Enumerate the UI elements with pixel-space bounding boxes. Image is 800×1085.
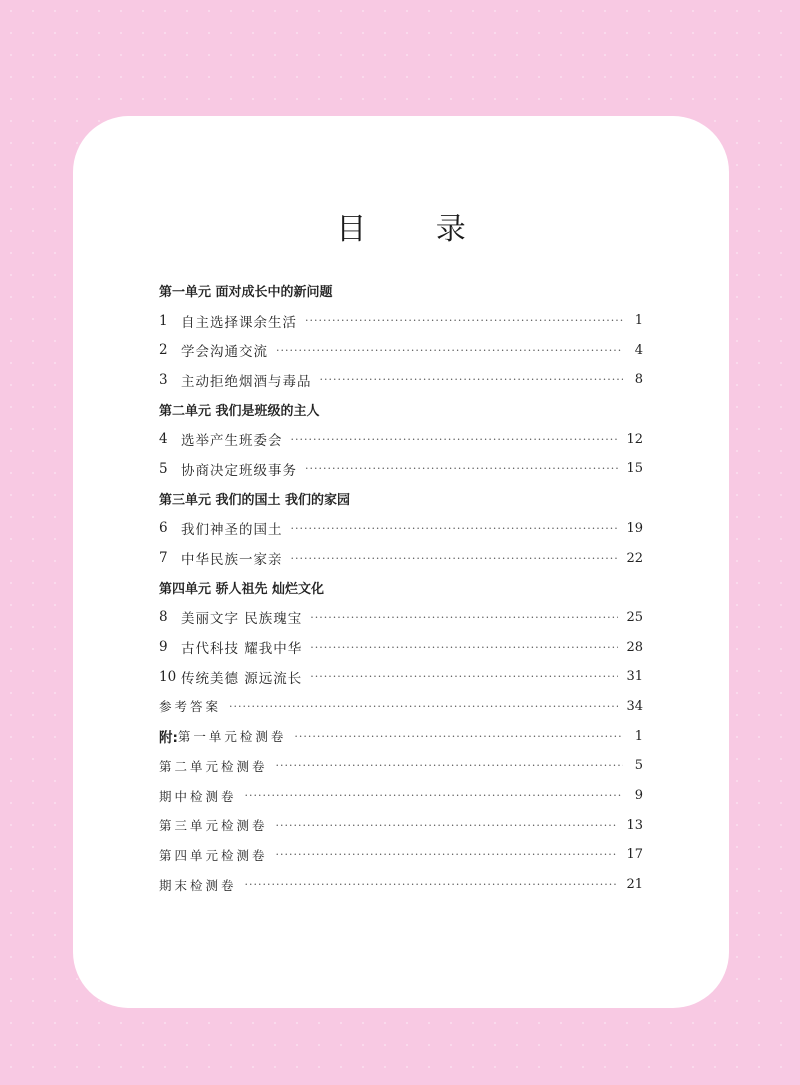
toc-entry <box>159 514 643 544</box>
entry-label: 美丽文字 民族瑰宝 <box>181 611 303 628</box>
entry-number: 6 <box>159 520 168 537</box>
entry-label: 第三单元检测卷 <box>159 818 268 834</box>
leader-dots <box>229 700 618 713</box>
entry-label: 学会沟通交流 <box>181 344 268 361</box>
toc-entry <box>159 365 643 395</box>
leader-dots <box>276 344 623 357</box>
leader-dots <box>291 433 619 446</box>
entry-page: 5 <box>634 758 643 774</box>
leader-dots <box>305 314 623 327</box>
leader-dots <box>310 670 618 683</box>
entry-label: 自主选择课余生活 <box>181 314 297 331</box>
entry-page: 1 <box>634 728 643 744</box>
entry-page: 17 <box>626 847 643 863</box>
toc-entry <box>159 662 643 692</box>
toc-entry <box>159 424 643 454</box>
entry-label: 参考答案 <box>159 699 222 715</box>
entry-page: 1 <box>634 313 643 329</box>
entry-page: 21 <box>626 877 643 893</box>
entry-number: 1 <box>159 312 168 329</box>
toc-entry-test <box>159 810 643 840</box>
leader-dots <box>310 611 618 624</box>
leader-dots <box>305 462 618 475</box>
page-title: 目 录 <box>336 212 496 247</box>
toc-entry <box>159 454 643 484</box>
toc-entry <box>159 306 643 336</box>
entry-number: 10 <box>159 668 177 685</box>
entry-page: 4 <box>634 342 643 358</box>
entry-page: 12 <box>626 431 643 447</box>
unit-label: 第四单元 骄人祖先 灿烂文化 <box>159 582 325 598</box>
leader-dots <box>245 878 619 891</box>
toc-entry-test <box>159 840 643 870</box>
unit-label: 第二单元 我们是班级的主人 <box>159 404 320 420</box>
leader-dots <box>276 848 619 861</box>
unit-heading <box>159 573 643 603</box>
entry-page: 34 <box>626 698 643 714</box>
entry-label: 主动拒绝烟酒与毒品 <box>181 373 312 390</box>
entry-page: 15 <box>626 461 643 477</box>
entry-number: 5 <box>159 460 168 477</box>
entry-label: 第二单元检测卷 <box>159 758 268 774</box>
toc-entry-answers <box>159 692 643 722</box>
entry-number: 9 <box>159 639 168 656</box>
entry-page: 9 <box>634 788 643 804</box>
entry-label: 古代科技 耀我中华 <box>181 641 303 658</box>
unit-heading <box>159 276 643 306</box>
entry-page: 25 <box>626 609 643 625</box>
entry-label: 第一单元检测卷 <box>177 729 287 745</box>
entry-page: 22 <box>626 550 643 566</box>
leader-dots <box>320 373 624 386</box>
appendix-prefix: 附: <box>159 730 178 747</box>
entry-label: 中华民族一家亲 <box>181 552 283 569</box>
toc-entry-test <box>159 870 643 900</box>
entry-number: 8 <box>159 609 168 626</box>
entry-page: 13 <box>626 817 643 833</box>
entry-page: 19 <box>626 520 643 536</box>
toc-entry <box>159 543 643 573</box>
entry-page: 8 <box>634 372 643 388</box>
unit-label: 第三单元 我们的国土 我们的家园 <box>159 493 351 509</box>
leader-dots <box>276 819 619 832</box>
toc-card <box>73 116 729 1008</box>
entry-number: 3 <box>159 371 168 388</box>
entry-page: 28 <box>626 639 643 655</box>
table-of-contents <box>159 276 643 899</box>
toc-entry <box>159 603 643 633</box>
leader-dots <box>291 552 619 565</box>
entry-number: 4 <box>159 431 168 448</box>
unit-label: 第一单元 面对成长中的新问题 <box>159 285 333 301</box>
leader-dots <box>310 641 618 654</box>
entry-number: 7 <box>159 550 168 567</box>
toc-entry <box>159 632 643 662</box>
entry-label: 协商决定班级事务 <box>181 462 297 479</box>
toc-entry-appendix <box>159 721 643 751</box>
entry-number: 2 <box>159 342 168 359</box>
leader-dots <box>291 522 619 535</box>
leader-dots <box>294 730 623 743</box>
toc-entry-test <box>159 781 643 811</box>
entry-page: 31 <box>626 669 643 685</box>
entry-label: 第四单元检测卷 <box>159 847 268 863</box>
unit-heading <box>159 484 643 514</box>
toc-entry <box>159 335 643 365</box>
leader-dots <box>276 759 623 772</box>
entry-label: 选举产生班委会 <box>181 433 283 450</box>
entry-label: 传统美德 源远流长 <box>181 670 303 687</box>
leader-dots <box>245 789 623 802</box>
unit-heading <box>159 395 643 425</box>
entry-label: 期末检测卷 <box>159 877 237 893</box>
entry-label: 我们神圣的国土 <box>181 522 283 539</box>
toc-entry-test <box>159 751 643 781</box>
entry-label: 期中检测卷 <box>159 788 237 804</box>
